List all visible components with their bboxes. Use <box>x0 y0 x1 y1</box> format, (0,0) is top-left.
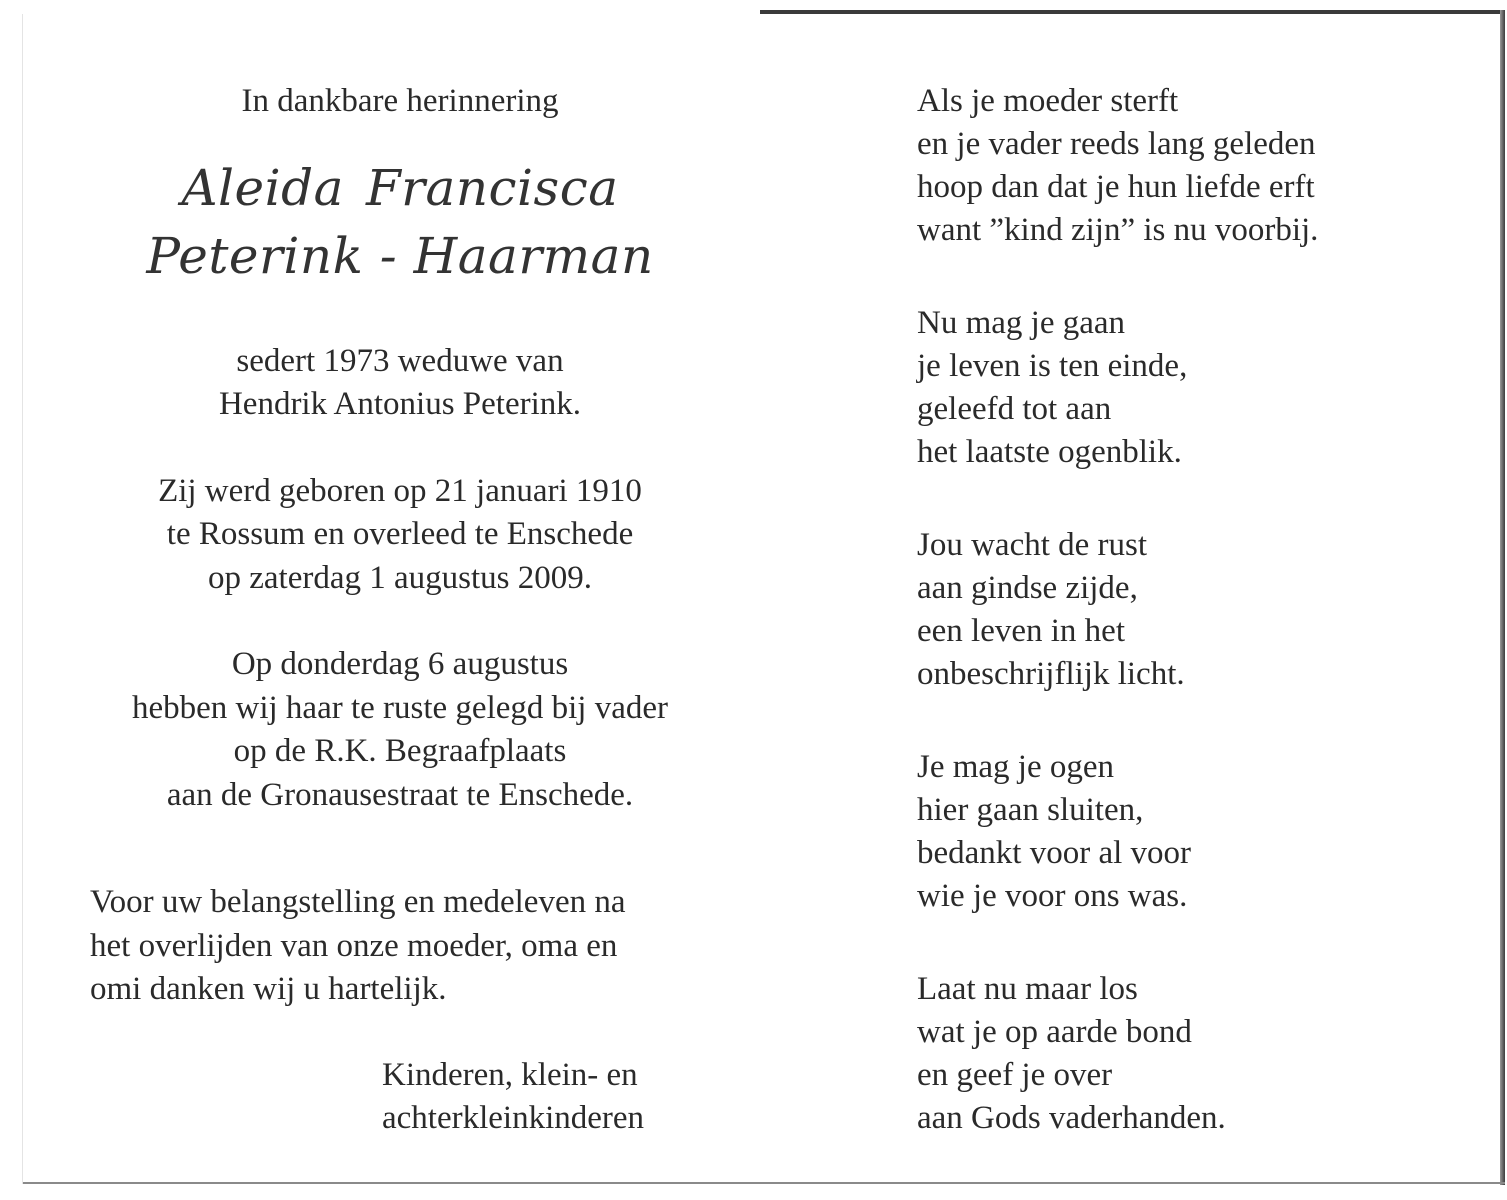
life-dates-paragraph <box>60 470 740 601</box>
text-line: aan de Gronausestraat te Enschede. <box>166 776 634 813</box>
name-line-1 <box>60 154 740 222</box>
text-line: Kinderen, klein- en <box>382 1056 638 1093</box>
text-line: op de R.K. Begraafplaats <box>233 733 567 769</box>
left-panel <box>60 80 740 1141</box>
poem-line: het laatste ogenblik. <box>917 434 1182 470</box>
thanks-paragraph <box>90 881 740 1012</box>
text-line: op zaterdag 1 augustus 2009. <box>208 559 592 596</box>
poem-line: Laat nu maar los <box>917 971 1138 1007</box>
poem-line: en geef je over <box>917 1057 1113 1093</box>
scan-edge-top <box>760 10 1505 14</box>
poem-line: Je mag je ogen <box>917 749 1115 785</box>
poem-line: aan Gods vaderhanden. <box>917 1100 1226 1136</box>
first-name: Aleida <box>181 158 344 217</box>
poem-line: bedankt voor al voor <box>917 835 1192 871</box>
poem-line: je leven is ten einde, <box>917 348 1188 384</box>
burial-paragraph <box>60 643 740 817</box>
text-line: Voor uw belangstelling en medeleven na <box>90 884 626 920</box>
poem-line: Jou wacht de rust <box>917 527 1148 563</box>
poem-line: aan gindse zijde, <box>917 570 1138 606</box>
poem-stanza <box>917 524 1477 696</box>
poem-stanza <box>917 302 1477 474</box>
scan-edge-left <box>22 14 23 1184</box>
poem-line: hier gaan sluiten, <box>917 792 1144 828</box>
deceased-name <box>60 154 740 290</box>
text-line: het overlijden van onze moeder, oma en <box>90 927 618 964</box>
poem-line: geleefd tot aan <box>917 391 1112 427</box>
family-signature <box>382 1054 740 1141</box>
poem-stanza <box>917 746 1477 918</box>
second-name: Francisca <box>365 158 619 217</box>
poem-line: wie je voor ons was. <box>917 878 1188 914</box>
text-line: omi danken wij u hartelijk. <box>90 971 447 1007</box>
poem-line: een leven in het <box>917 613 1125 649</box>
text-line: Hendrik Antonius Peterink. <box>218 386 582 422</box>
text-line: Op donderdag 6 augustus <box>231 646 569 682</box>
widow-paragraph <box>60 340 740 427</box>
poem-stanza <box>917 80 1477 252</box>
poem-line: hoop dan dat je hun liefde erft <box>917 169 1315 205</box>
name-separator: - <box>379 226 398 285</box>
scan-edge-right <box>1500 10 1505 1185</box>
married-surname: Peterink <box>146 226 364 285</box>
poem-panel <box>917 80 1477 1190</box>
text-line: hebben wij haar te ruste gelegd bij vader <box>131 689 669 726</box>
text-line: sedert 1973 weduwe van <box>236 342 564 379</box>
dedication-header: In dankbare herinnering <box>241 83 559 119</box>
poem-line: onbeschrijflijk licht. <box>917 656 1185 692</box>
poem-line: Als je moeder sterft <box>917 83 1179 119</box>
text-line: Zij werd geboren op 21 januari 1910 <box>158 472 642 509</box>
poem-line: Nu mag je gaan <box>917 305 1126 341</box>
poem-stanza <box>917 968 1477 1140</box>
poem-line: wat je op aarde bond <box>917 1014 1192 1050</box>
text-line: achterkleinkinderen <box>382 1100 645 1136</box>
poem-line: want ”kind zijn” is nu voorbij. <box>917 212 1319 248</box>
text-line: te Rossum en overleed te Enschede <box>166 516 634 552</box>
maiden-surname: Haarman <box>413 226 654 285</box>
name-line-2 <box>60 222 740 290</box>
poem-line: en je vader reeds lang geleden <box>917 126 1316 162</box>
